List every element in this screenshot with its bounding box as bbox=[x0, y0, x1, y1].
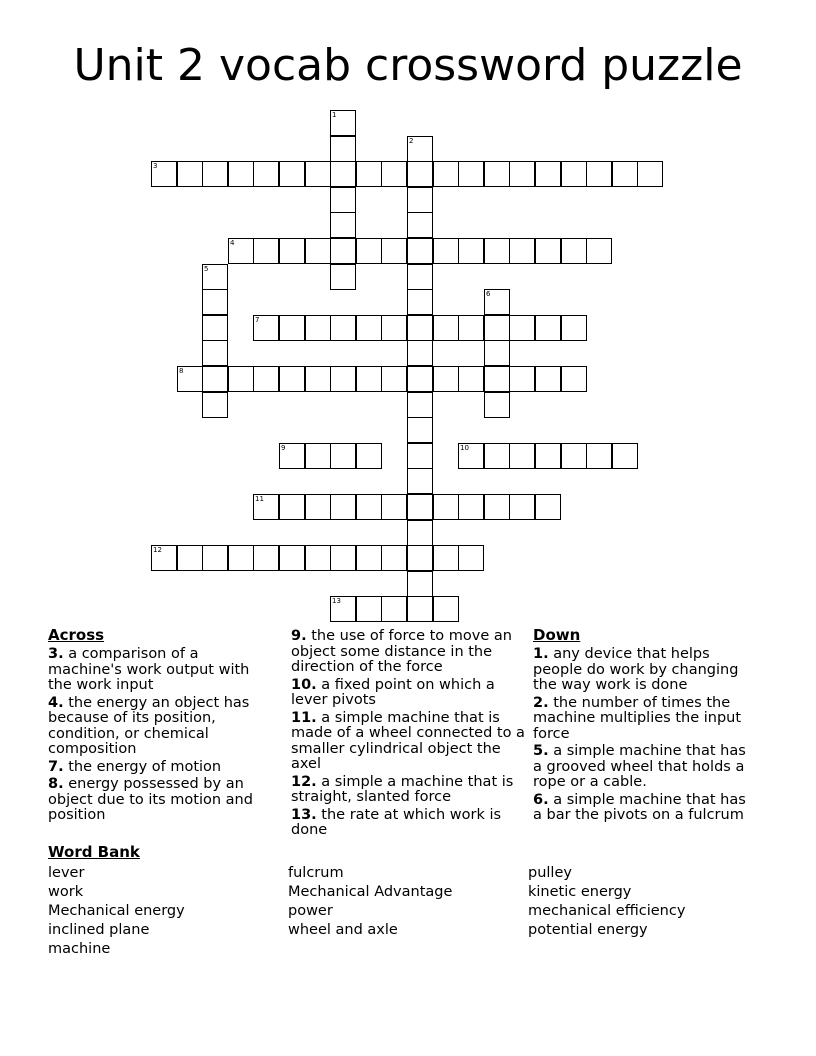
crossword-cell[interactable] bbox=[356, 443, 382, 469]
clue bbox=[291, 678, 525, 709]
across-clues-continued bbox=[291, 629, 525, 841]
clue-number-label: 12. bbox=[291, 773, 317, 790]
crossword-cell[interactable] bbox=[305, 443, 331, 469]
word-bank-word: lever bbox=[48, 865, 85, 881]
crossword-cell[interactable] bbox=[407, 289, 433, 315]
clue-text: the energy an object has because of its position, condition, or chemical composition bbox=[48, 694, 250, 757]
crossword-cell[interactable] bbox=[202, 392, 228, 418]
clue-text: energy possessed by an object due to its motion and position bbox=[48, 776, 253, 823]
crossword-cell[interactable] bbox=[279, 161, 305, 187]
crossword-cell[interactable] bbox=[407, 366, 433, 392]
clue-text: a simple machine that is made of a wheel connected to a smaller cylindrical object the axel bbox=[291, 709, 525, 772]
down-clues bbox=[533, 627, 755, 826]
crossword-cell[interactable] bbox=[381, 238, 407, 264]
across-heading: Across bbox=[48, 626, 105, 644]
crossword-cell[interactable] bbox=[330, 366, 356, 392]
crossword-cell[interactable] bbox=[279, 494, 305, 520]
clue-text: a simple a machine that is straight, slanted force bbox=[291, 773, 514, 805]
word-bank-word: Mechanical energy bbox=[48, 903, 185, 919]
crossword-cell[interactable] bbox=[228, 545, 254, 571]
crossword-cell[interactable] bbox=[484, 366, 510, 392]
clue-text: the number of times the machine multiplies the input force bbox=[533, 694, 742, 742]
word-bank-word: machine bbox=[48, 941, 111, 957]
clue bbox=[291, 629, 525, 676]
clue bbox=[48, 760, 270, 776]
clue bbox=[291, 808, 525, 839]
crossword-cell[interactable] bbox=[407, 571, 433, 597]
crossword-cell[interactable] bbox=[305, 238, 331, 264]
crossword-cell[interactable] bbox=[433, 545, 459, 571]
crossword-cell[interactable] bbox=[509, 161, 535, 187]
clue-text: the rate at which work is done bbox=[291, 806, 502, 838]
crossword-cell[interactable] bbox=[330, 545, 356, 571]
crossword-cell[interactable] bbox=[484, 392, 510, 418]
crossword-cell[interactable] bbox=[407, 545, 433, 571]
crossword-cell[interactable] bbox=[381, 366, 407, 392]
crossword-cell[interactable] bbox=[253, 366, 279, 392]
crossword-cell[interactable] bbox=[407, 264, 433, 290]
crossword-cell[interactable] bbox=[433, 161, 459, 187]
clue-number: 8 bbox=[179, 367, 184, 375]
clue-number-label: 2. bbox=[533, 694, 549, 711]
crossword-cell[interactable] bbox=[535, 494, 561, 520]
clue-number: 5 bbox=[204, 265, 209, 273]
crossword-cell[interactable] bbox=[279, 443, 305, 469]
crossword-cell[interactable] bbox=[484, 161, 510, 187]
crossword-cell[interactable] bbox=[433, 494, 459, 520]
crossword-cell[interactable] bbox=[253, 315, 279, 341]
crossword-cell[interactable] bbox=[433, 366, 459, 392]
crossword-cell[interactable] bbox=[279, 238, 305, 264]
clue-number: 4 bbox=[230, 239, 235, 247]
crossword-cell[interactable] bbox=[561, 238, 587, 264]
crossword-cell[interactable] bbox=[330, 596, 356, 622]
clue-text: a simple machine that has a grooved wheel that holds a rope or a cable. bbox=[533, 743, 746, 790]
clue-number-label: 11. bbox=[291, 709, 317, 726]
word-bank-column bbox=[288, 864, 452, 940]
crossword-cell[interactable] bbox=[151, 161, 177, 187]
crossword-cell[interactable] bbox=[407, 315, 433, 341]
crossword-cell[interactable] bbox=[381, 161, 407, 187]
crossword-cell[interactable] bbox=[561, 443, 587, 469]
crossword-cell[interactable] bbox=[305, 494, 331, 520]
clue-number-label: 3. bbox=[48, 646, 64, 662]
word-bank-word: pulley bbox=[528, 865, 572, 881]
crossword-cell[interactable] bbox=[407, 161, 433, 187]
crossword-cell[interactable] bbox=[407, 417, 433, 443]
crossword-cell[interactable] bbox=[330, 494, 356, 520]
clue-text: the use of force to move an object some distance in the direction of the force bbox=[291, 628, 512, 675]
crossword-cell[interactable] bbox=[535, 315, 561, 341]
crossword-cell[interactable] bbox=[330, 161, 356, 187]
crossword-cell[interactable] bbox=[484, 443, 510, 469]
clue bbox=[533, 647, 755, 694]
crossword-cell[interactable] bbox=[433, 315, 459, 341]
word-bank-word: wheel and axle bbox=[288, 922, 398, 938]
crossword-cell[interactable] bbox=[561, 366, 587, 392]
crossword-cell[interactable] bbox=[484, 340, 510, 366]
crossword-cell[interactable] bbox=[509, 366, 535, 392]
crossword-cell[interactable] bbox=[202, 340, 228, 366]
word-bank-word: power bbox=[288, 903, 333, 919]
clue-text: a simple machine that has a bar the pivots on a fulcrum bbox=[533, 791, 746, 823]
crossword-cell[interactable] bbox=[433, 238, 459, 264]
crossword-cell[interactable] bbox=[279, 315, 305, 341]
crossword-cell[interactable] bbox=[509, 494, 535, 520]
crossword-cell[interactable] bbox=[330, 212, 356, 238]
page-title: Unit 2 vocab crossword puzzle bbox=[73, 40, 743, 91]
clue-number-label: 6. bbox=[533, 791, 549, 808]
across-clues bbox=[48, 627, 270, 826]
clue-number: 2 bbox=[409, 137, 414, 145]
crossword-cell[interactable] bbox=[381, 315, 407, 341]
clue-text: any device that helps people do work by changing the way work is done bbox=[533, 646, 739, 693]
crossword-cell[interactable] bbox=[330, 187, 356, 213]
down-heading: Down bbox=[533, 626, 581, 644]
crossword-cell[interactable] bbox=[458, 161, 484, 187]
crossword-cell[interactable] bbox=[561, 161, 587, 187]
crossword-cell[interactable] bbox=[509, 443, 535, 469]
crossword-cell[interactable] bbox=[535, 366, 561, 392]
crossword-cell[interactable] bbox=[535, 238, 561, 264]
across-clue-list bbox=[48, 647, 270, 824]
word-bank-column bbox=[48, 864, 185, 959]
clue bbox=[533, 793, 755, 824]
crossword-cell[interactable] bbox=[228, 161, 254, 187]
crossword-cell[interactable] bbox=[356, 315, 382, 341]
crossword-cell[interactable] bbox=[535, 443, 561, 469]
crossword-cell[interactable] bbox=[458, 443, 484, 469]
crossword-cell[interactable] bbox=[612, 443, 638, 469]
clue-number: 7 bbox=[255, 316, 260, 324]
word-bank-word: kinetic energy bbox=[528, 884, 632, 900]
crossword-cell[interactable] bbox=[330, 315, 356, 341]
crossword-cell[interactable] bbox=[356, 545, 382, 571]
crossword-cell[interactable] bbox=[177, 161, 203, 187]
crossword-cell[interactable] bbox=[279, 545, 305, 571]
crossword-cell[interactable] bbox=[202, 264, 228, 290]
crossword-cell[interactable] bbox=[612, 161, 638, 187]
crossword-cell[interactable] bbox=[228, 366, 254, 392]
word-bank-heading: Word Bank bbox=[48, 843, 140, 861]
crossword-cell[interactable] bbox=[305, 315, 331, 341]
crossword-cell[interactable] bbox=[305, 161, 331, 187]
clue bbox=[291, 775, 525, 806]
clue-text: the energy of motion bbox=[63, 758, 222, 775]
crossword-cell[interactable] bbox=[202, 366, 228, 392]
crossword-cell[interactable] bbox=[407, 494, 433, 520]
clue bbox=[48, 777, 270, 824]
word-bank-column bbox=[528, 864, 685, 940]
word-bank-word: work bbox=[48, 884, 84, 900]
crossword-cell[interactable] bbox=[458, 545, 484, 571]
crossword-cell[interactable] bbox=[509, 238, 535, 264]
crossword-cell[interactable] bbox=[586, 443, 612, 469]
crossword-cell[interactable] bbox=[381, 545, 407, 571]
crossword-cell[interactable] bbox=[637, 161, 663, 187]
clue-number-label: 13. bbox=[291, 806, 317, 823]
crossword-cell[interactable] bbox=[458, 366, 484, 392]
word-bank-word: inclined plane bbox=[48, 922, 150, 938]
crossword-cell[interactable] bbox=[330, 443, 356, 469]
clue bbox=[48, 696, 270, 758]
down-clue-list bbox=[533, 647, 755, 824]
clue-number: 13 bbox=[332, 597, 341, 605]
clue-number-label: 5. bbox=[533, 743, 549, 759]
crossword-cell[interactable] bbox=[484, 315, 510, 341]
clue-number: 10 bbox=[460, 444, 469, 452]
crossword-cell[interactable] bbox=[407, 468, 433, 494]
crossword-cell[interactable] bbox=[356, 494, 382, 520]
clue-number: 9 bbox=[281, 444, 286, 452]
crossword-cell[interactable] bbox=[407, 340, 433, 366]
clue-number-label: 1. bbox=[533, 646, 549, 662]
crossword-cell[interactable] bbox=[407, 392, 433, 418]
clue bbox=[291, 711, 525, 773]
crossword-cell[interactable] bbox=[202, 161, 228, 187]
crossword-cell[interactable] bbox=[509, 315, 535, 341]
crossword-cell[interactable] bbox=[561, 315, 587, 341]
crossword-cell[interactable] bbox=[253, 238, 279, 264]
crossword-cell[interactable] bbox=[407, 212, 433, 238]
clue-number-label: 9. bbox=[291, 628, 307, 644]
clue-number-label: 8. bbox=[48, 776, 64, 792]
crossword-cell[interactable] bbox=[253, 494, 279, 520]
crossword-cell[interactable] bbox=[458, 315, 484, 341]
crossword-cell[interactable] bbox=[253, 545, 279, 571]
crossword-cell[interactable] bbox=[458, 494, 484, 520]
crossword-cell[interactable] bbox=[330, 110, 356, 136]
clue-number-label: 4. bbox=[48, 694, 64, 711]
crossword-cell[interactable] bbox=[407, 520, 433, 546]
crossword-cell[interactable] bbox=[253, 161, 279, 187]
crossword-cell[interactable] bbox=[484, 289, 510, 315]
across-clue-list-continued bbox=[291, 629, 525, 839]
crossword-cell[interactable] bbox=[586, 238, 612, 264]
word-bank-word: potential energy bbox=[528, 922, 648, 938]
crossword-cell[interactable] bbox=[202, 315, 228, 341]
clue-number-label: 10. bbox=[291, 676, 317, 693]
crossword-cell[interactable] bbox=[356, 238, 382, 264]
clue bbox=[533, 744, 755, 791]
crossword-cell[interactable] bbox=[407, 238, 433, 264]
crossword-cell[interactable] bbox=[330, 238, 356, 264]
crossword-cell[interactable] bbox=[458, 238, 484, 264]
crossword-cell[interactable] bbox=[228, 238, 254, 264]
crossword-cell[interactable] bbox=[305, 366, 331, 392]
crossword-cell[interactable] bbox=[202, 545, 228, 571]
word-bank-word: Mechanical Advantage bbox=[288, 884, 453, 900]
crossword-cell[interactable] bbox=[484, 494, 510, 520]
crossword-cell[interactable] bbox=[484, 238, 510, 264]
crossword-cell[interactable] bbox=[586, 161, 612, 187]
crossword-cell[interactable] bbox=[177, 366, 203, 392]
clue-number-label: 7. bbox=[48, 758, 64, 775]
crossword-cell[interactable] bbox=[330, 264, 356, 290]
crossword-cell[interactable] bbox=[356, 366, 382, 392]
crossword-cell[interactable] bbox=[356, 596, 382, 622]
crossword-cell[interactable] bbox=[407, 136, 433, 162]
crossword-cell[interactable] bbox=[356, 161, 382, 187]
crossword-cell[interactable] bbox=[305, 545, 331, 571]
clue bbox=[533, 696, 755, 743]
clue-number: 3 bbox=[153, 162, 158, 170]
clue-text: a comparison of a machine's work output with the work input bbox=[48, 646, 250, 693]
clue-number: 12 bbox=[153, 546, 162, 554]
crossword-cell[interactable] bbox=[407, 187, 433, 213]
crossword-cell[interactable] bbox=[151, 545, 177, 571]
crossword-cell[interactable] bbox=[279, 366, 305, 392]
clue-number: 11 bbox=[255, 495, 264, 503]
clue-number: 6 bbox=[486, 290, 491, 298]
clue bbox=[48, 647, 270, 694]
crossword-cell[interactable] bbox=[433, 596, 459, 622]
clue-number: 1 bbox=[332, 111, 337, 119]
crossword-cell[interactable] bbox=[202, 289, 228, 315]
clue-text: a fixed point on which a lever pivots bbox=[291, 676, 495, 708]
crossword-cell[interactable] bbox=[177, 545, 203, 571]
crossword-cell[interactable] bbox=[381, 494, 407, 520]
crossword-cell[interactable] bbox=[407, 443, 433, 469]
word-bank-word: fulcrum bbox=[288, 865, 344, 881]
word-bank-word: mechanical efficiency bbox=[528, 903, 686, 919]
crossword-cell[interactable] bbox=[407, 596, 433, 622]
crossword-cell[interactable] bbox=[535, 161, 561, 187]
crossword-cell[interactable] bbox=[381, 596, 407, 622]
crossword-cell[interactable] bbox=[330, 136, 356, 162]
